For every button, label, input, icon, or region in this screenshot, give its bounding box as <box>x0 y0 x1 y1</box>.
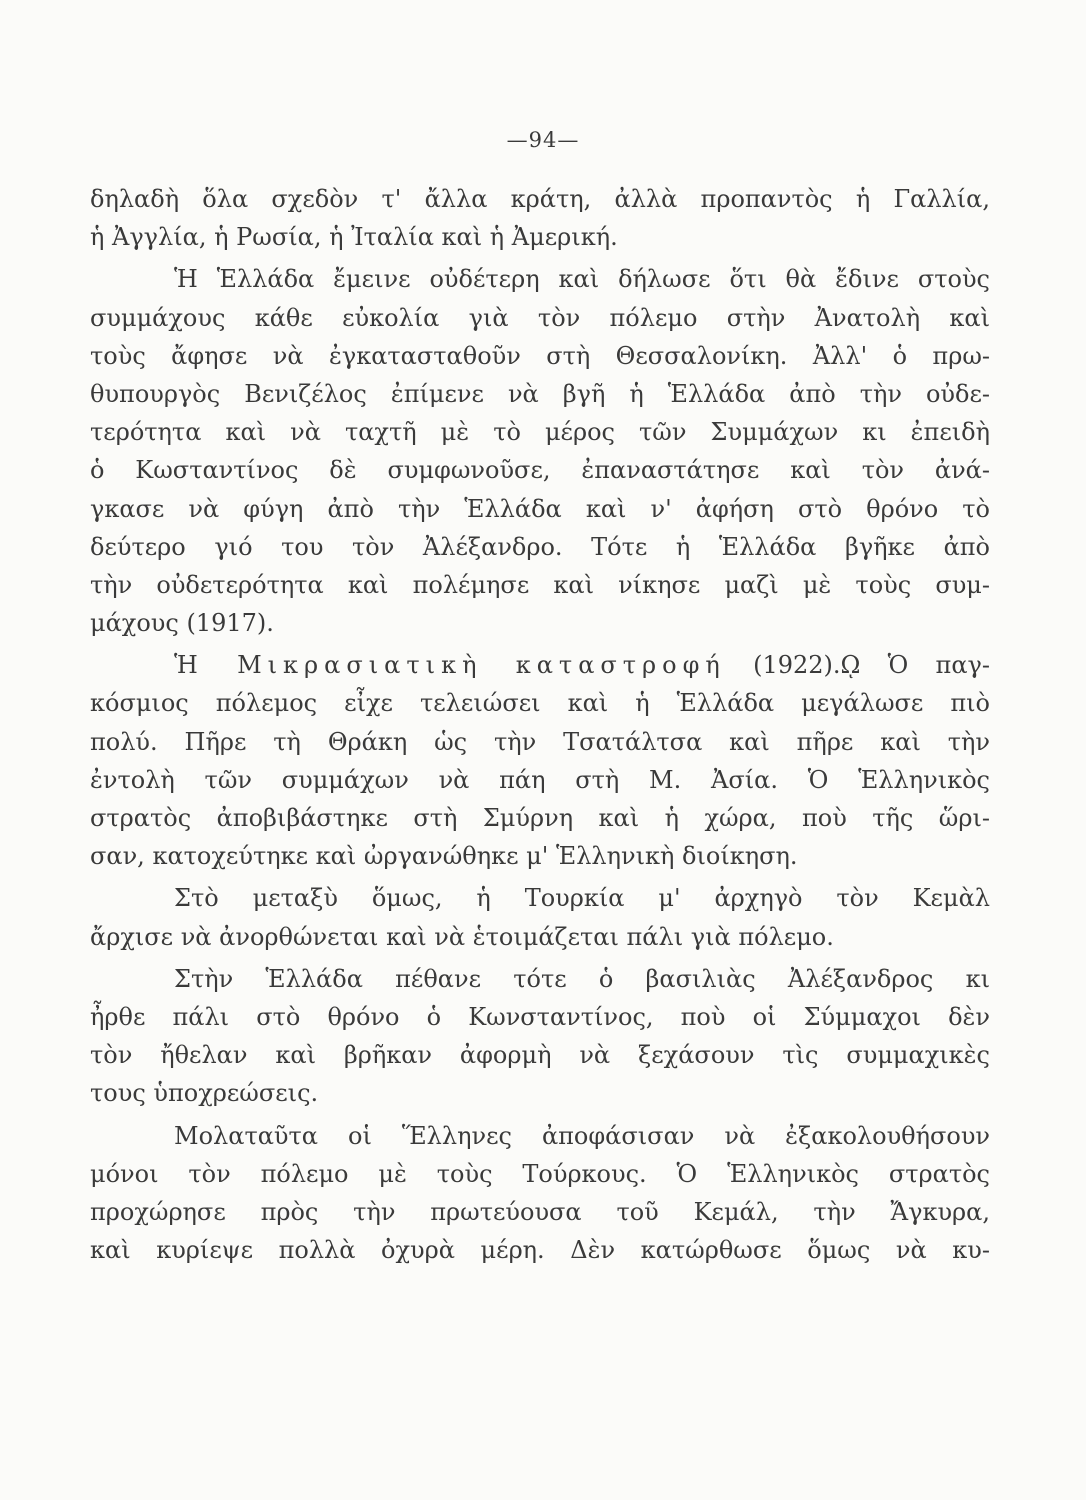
text-line: σαν, κατοχεύτηκε καὶ ὠργανώθηκε μ' Ἑλληνικὴ διοίκηση. <box>90 842 798 871</box>
text-line: καὶ κυρίεψε πολλὰ ὀχυρὰ μέρη. Δὲν κατώρθωσε ὅμως νὰ κυ- <box>90 1236 990 1265</box>
paragraph-2 <box>90 260 990 642</box>
body-text <box>90 180 990 1269</box>
text-line: θυπουργὸς Βενιζέλος ἐπίμενε νὰ βγῆ ἡ Ἑλλάδα ἀπὸ τὴν οὐδε- <box>90 379 990 408</box>
paragraph-1 <box>90 180 990 256</box>
paragraph-4 <box>90 879 990 955</box>
text-line: τους ὑποχρεώσεις. <box>90 1079 319 1108</box>
text-line: στρατὸς ἀποβιβάστηκε στὴ Σμύρνη καὶ ἡ χώρα, ποὺ τῆς ὥρι- <box>90 804 990 832</box>
section-heading: Ἡ Μικρασιατικὴ καταστροφή <box>174 651 726 680</box>
text-line: ἡ Ἀγγλία, ἡ Ρωσία, ἡ Ἰταλία καὶ ἡ Ἀμερική. <box>90 223 618 252</box>
text-line: τὸν ἤθελαν καὶ βρῆκαν ἀφορμὴ νὰ ξεχάσουν τὶς συμμαχικὲς <box>90 1041 990 1070</box>
text-line: δεύτερο γιό του τὸν Ἀλέξανδρο. Τότε ἡ Ἑλλάδα βγῆκε ἀπὸ <box>90 532 990 561</box>
paragraph-6 <box>90 1117 990 1270</box>
text-line: γκασε νὰ φύγη ἀπὸ τὴν Ἑλλάδα καὶ ν' ἀφήση στὸ θρόνο τὸ <box>90 494 990 523</box>
heading-line <box>90 646 990 684</box>
text-line: Στὴν Ἑλλάδα πέθανε τότε ὁ βασιλιὰς Ἀλέξανδρος κι <box>174 964 990 993</box>
text-line: ἐντολὴ τῶν συμμάχων νὰ πάη στὴ Μ. Ἀσία. Ὁ Ἑλληνικὸς <box>90 765 990 794</box>
paragraph-3 <box>90 646 990 875</box>
text-line: προχώρησε πρὸς τὴν πρωτεύουσα τοῦ Κεμάλ, τὴν Ἄγκυρα, <box>90 1197 990 1226</box>
text-line: ὁ Κωσταντίνος δὲ συμφωνοῦσε, ἐπαναστάτησε καὶ τὸν ἀνά- <box>90 456 990 485</box>
text-line: Ἡ Ἑλλάδα ἔμεινε οὐδέτερη καὶ δήλωσε ὅτι θὰ ἔδινε στοὺς <box>174 265 990 294</box>
text-line: μάχους (1917). <box>90 609 274 638</box>
text-line: κόσμιος πόλεμος εἶχε τελειώσει καὶ ἡ Ἑλλάδα μεγάλωσε πιὸ <box>90 689 990 718</box>
text-line: Στὸ μεταξὺ ὅμως, ἡ Τουρκία μ' ἀρχηγὸ τὸν Κεμὰλ <box>174 884 990 913</box>
text-line: τὴν οὐδετερότητα καὶ πολέμησε καὶ νίκησε μαζὶ μὲ τοὺς συμ- <box>90 570 990 599</box>
text-line: Μολαταῦτα οἱ Ἕλληνες ἀποφάσισαν νὰ ἐξακολουθήσουν <box>174 1121 990 1150</box>
heading-continuation: (1922).ῼ Ὁ παγ- <box>753 651 990 680</box>
text-line: ἦρθε πάλι στὸ θρόνο ὁ Κωνσταντίνος, ποὺ οἱ Σύμμαχοι δὲν <box>90 1002 990 1031</box>
text-line: τοὺς ἄφησε νὰ ἐγκατασταθοῦν στὴ Θεσσαλονίκη. Ἀλλ' ὁ πρω- <box>90 341 990 370</box>
text-line: τερότητα καὶ νὰ ταχτῆ μὲ τὸ μέρος τῶν Συμμάχων κι ἐπειδὴ <box>90 418 990 447</box>
page-number: —94— <box>506 128 580 152</box>
paragraph-5 <box>90 960 990 1113</box>
text-line: ἄρχισε νὰ ἀνορθώνεται καὶ νὰ ἑτοιμάζεται πάλι γιὰ πόλεμο. <box>90 922 834 951</box>
text-line: συμμάχους κάθε εὐκολία γιὰ τὸν πόλεμο στὴν Ἀνατολὴ καὶ <box>90 303 990 332</box>
text-line: δηλαδὴ ὅλα σχεδὸν τ' ἄλλα κράτη, ἀλλὰ προπαντὸς ἡ Γαλλία, <box>90 185 990 213</box>
text-line: μόνοι τὸν πόλεμο μὲ τοὺς Τούρκους. Ὁ Ἑλληνικὸς στρατὸς <box>90 1159 990 1188</box>
text-line: πολύ. Πῆρε τὴ Θράκη ὡς τὴν Τσατάλτσα καὶ πῆρε καὶ τὴν <box>90 727 990 756</box>
